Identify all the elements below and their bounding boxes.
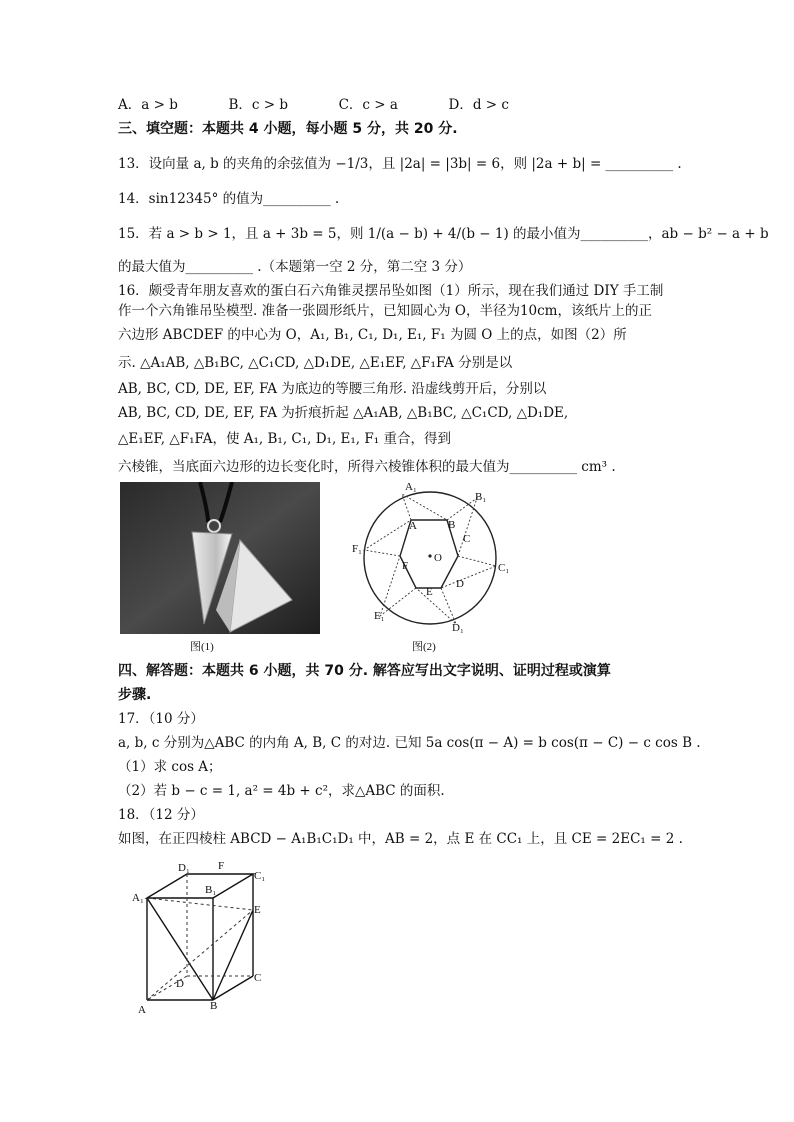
label-E: E	[426, 586, 433, 598]
section4-heading-2: 步骤.	[118, 687, 152, 703]
label-B-prism: B	[210, 1000, 218, 1012]
q16-line-4: 示. △A₁AB, △B₁BC, △C₁CD, △D₁DE, △E₁EF, △F₁FA 分别是以	[118, 355, 513, 371]
label-C1-prism: C₁	[254, 870, 266, 882]
label-C-prism: C	[254, 972, 262, 984]
label-D1: D₁	[452, 622, 464, 634]
q16-line-2: 作一个六角锥吊坠模型. 准备一张圆形纸片，已知圆心为 O，半径为10cm，该纸片上的正	[118, 303, 652, 319]
pendant-photo	[120, 482, 320, 634]
q17-head: 17．（10 分）	[118, 711, 204, 727]
choices-row	[118, 96, 509, 114]
label-F1: F₁	[352, 543, 362, 555]
label-A1-prism: A₁	[132, 892, 144, 904]
label-C: C	[463, 533, 471, 545]
label-D-prism: D	[176, 978, 184, 990]
q16-line-5: AB, BC, CD, DE, EF, FA 为底边的等腰三角形. 沿虚线剪开后，分别以	[118, 381, 547, 397]
choice-c: C．c > a	[338, 97, 398, 113]
label-D1-prism: D₁	[178, 862, 190, 874]
choice-d: D．d > c	[448, 97, 509, 113]
label-A: A	[409, 520, 417, 532]
label-E1: E₁	[374, 610, 385, 622]
q17-part1: （1）求 cos A；	[118, 759, 222, 775]
q18-head: 18．（12 分）	[118, 807, 204, 823]
q16-line-7: △E₁EF, △F₁FA，使 A₁, B₁, C₁, D₁, E₁, F₁ 重合，得到	[118, 431, 451, 447]
label-B: B	[448, 519, 456, 531]
label-C1: C₁	[498, 562, 510, 574]
label-F: F	[402, 560, 409, 572]
label-A-prism: A	[138, 1004, 146, 1016]
label-F-prism: F	[218, 860, 225, 872]
q14: 14．sin12345° 的值为__________ .	[118, 191, 340, 207]
q15-line2: 的最大值为__________ .（本题第一空 2 分，第二空 3 分）	[118, 259, 472, 275]
q16-line-8: 六棱锥，当底面六边形的边长变化时，所得六棱锥体积的最大值为__________ cm³ .	[118, 459, 616, 475]
label-A1: A₁	[405, 481, 417, 493]
choice-b: B．c > b	[228, 97, 288, 113]
section3-heading: 三、填空题：本题共 4 小题，每小题 5 分，共 20 分.	[118, 121, 458, 137]
q16-line-1: 16．颇受青年朋友喜欢的蛋白石六角锥灵摆吊坠如图（1）所示，现在我们通过 DIY 手工制	[118, 283, 664, 299]
prism-figure	[125, 852, 275, 1017]
q16-line-6: AB, BC, CD, DE, EF, FA 为折痕折起 △A₁AB, △B₁BC, △C₁CD, △D₁DE,	[118, 405, 569, 421]
label-B1: B₁	[475, 491, 487, 503]
q17-body: a, b, c 分别为△ABC 的内角 A, B, C 的对边. 已知 5a cos(π − A) = b cos(π − C) − c cos B .	[118, 735, 701, 751]
q17-part2: （2）若 b − c = 1, a² = 4b + c²，求△ABC 的面积.	[118, 783, 445, 799]
q13: 13．设向量 a, b 的夹角的余弦值为 −1/3，且 |2a| = |3b| = 6，则 |2a + b| = __________ .	[118, 156, 682, 172]
section4-heading-1: 四、解答题：本题共 6 小题，共 70 分. 解答应写出文字说明、证明过程或演算	[118, 663, 611, 679]
q15-line1: 15．若 a > b > 1，且 a + 3b = 5，则 1/(a − b) + 4/(b − 1) 的最小值为__________，ab − b² − a + b	[118, 226, 769, 242]
label-B1-prism: B₁	[205, 884, 217, 896]
fig1-caption: 图(1)	[190, 641, 214, 653]
q18-body: 如图，在正四棱柱 ABCD − A₁B₁C₁D₁ 中，AB = 2，点 E 在 CC₁ 上，且 CE = 2EC₁ = 2 .	[118, 831, 683, 847]
label-D: D	[456, 578, 464, 590]
label-O: O	[434, 552, 442, 564]
q16-line-3: 六边形 ABCDEF 的中心为 O，A₁, B₁, C₁, D₁, E₁, F₁ 为圆 O 上的点，如图（2）所	[118, 327, 627, 343]
label-E-prism: E	[254, 904, 261, 916]
choice-a: A．a > b	[118, 97, 178, 113]
fig2-caption: 图(2)	[412, 641, 436, 653]
